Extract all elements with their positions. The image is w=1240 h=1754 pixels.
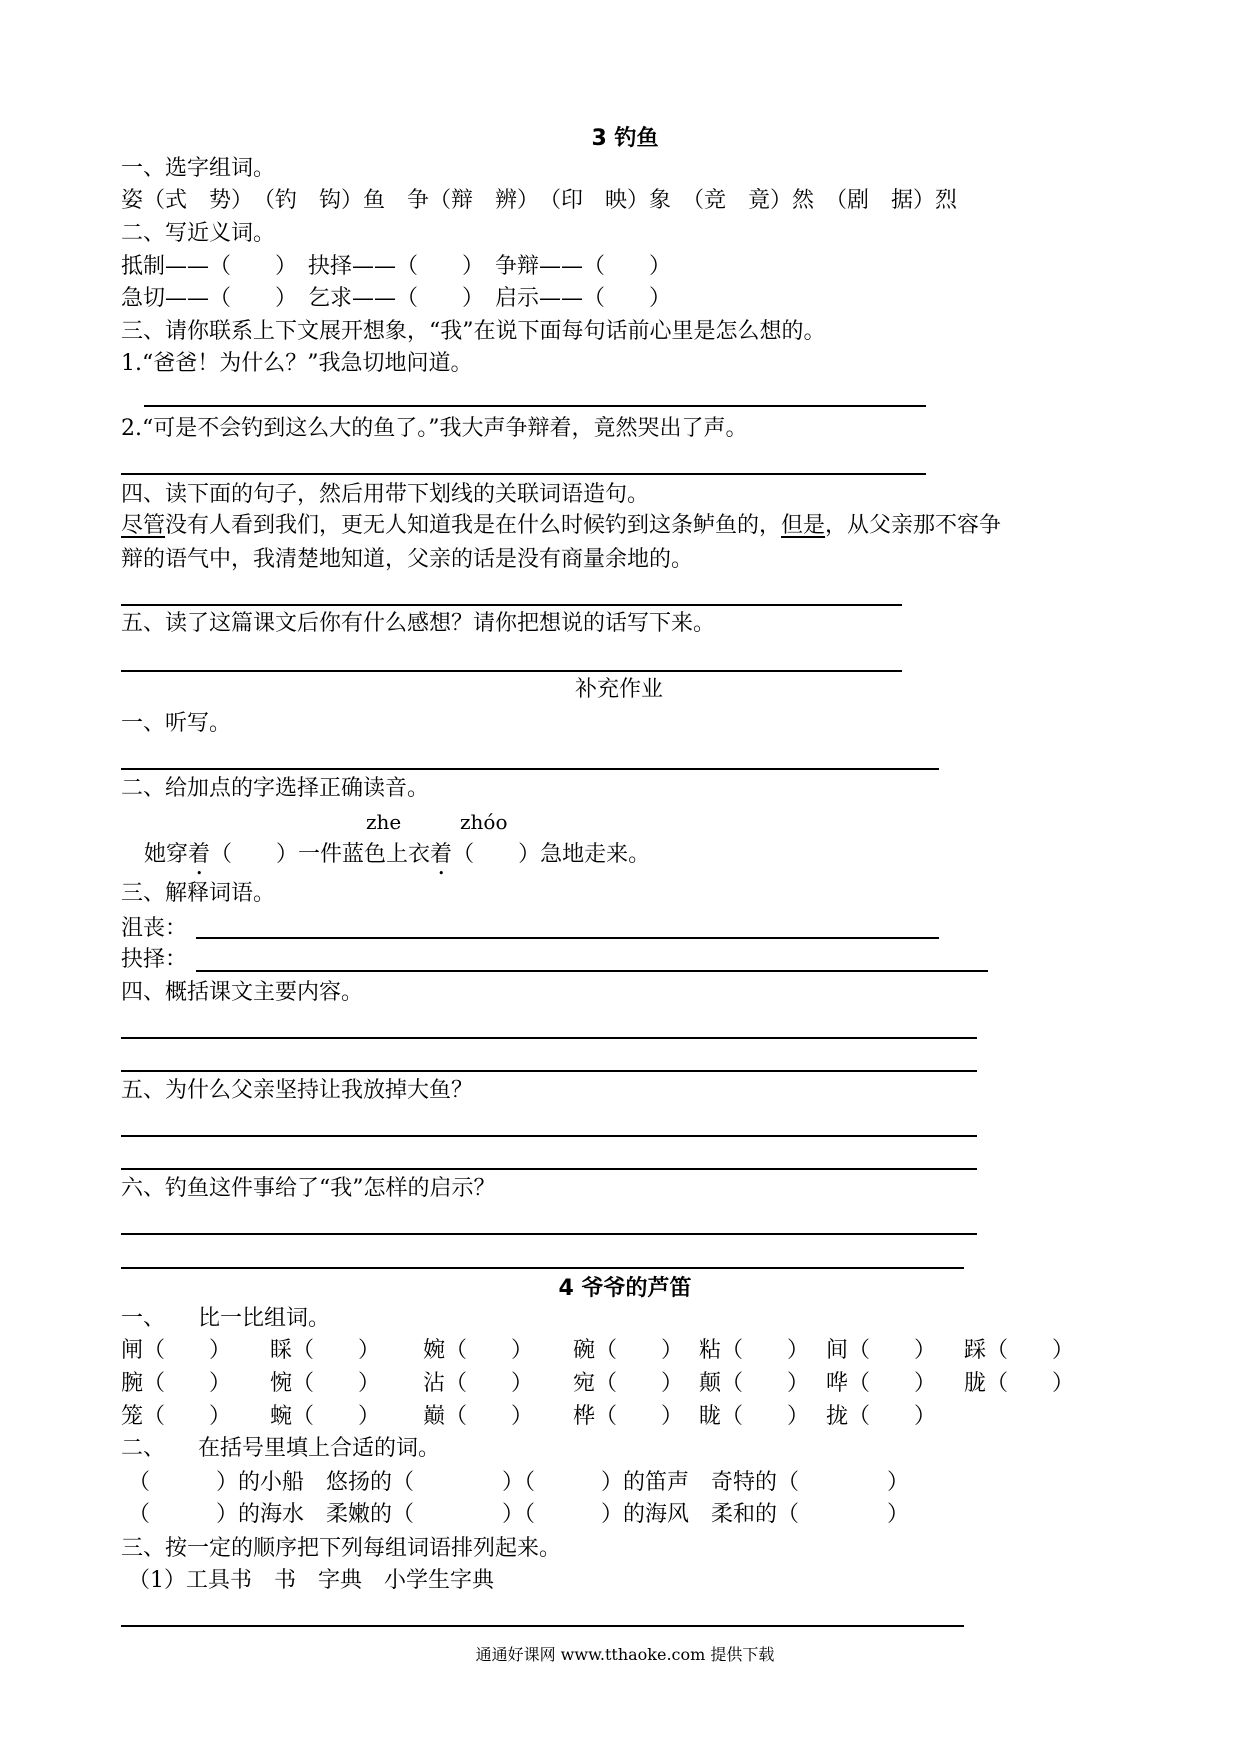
answer-line <box>121 1233 977 1235</box>
compare-word-cell: 笼（ ） <box>121 1404 232 1429</box>
l4-s2-row1: （ ）的小船 悠扬的（ ）（ ）的笛声 奇特的（ ） <box>128 1470 910 1495</box>
l3-s3-q2: 2.“可是不会钓到这么大的鱼了。”我大声争辩着，竟然哭出了声。 <box>121 416 748 441</box>
answer-line <box>144 405 926 407</box>
underlined-conjunction: 但是 <box>781 513 826 538</box>
l3-s2-row1: 抵制——（ ） 抉择——（ ） 争辩——（ ） <box>121 254 672 279</box>
compare-word-cell: 婉（ ） <box>423 1338 534 1363</box>
compare-word-cell: 宛（ ） <box>573 1371 684 1396</box>
compare-word-cell: 胧（ ） <box>964 1371 1075 1396</box>
compare-word-cell: 间（ ） <box>826 1338 937 1363</box>
sup-q5: 五、为什么父亲坚持让我放掉大鱼？ <box>121 1078 474 1103</box>
l3-s2-heading: 二、写近义词。 <box>121 221 276 246</box>
compare-word-cell: 巅（ ） <box>423 1404 534 1429</box>
l4-s3-item1: （1）工具书 书 字典 小学生字典 <box>128 1568 494 1593</box>
compare-word-cell: 颠（ ） <box>699 1371 810 1396</box>
underlined-conjunction: 尽管 <box>121 513 166 538</box>
compare-word-cell: 踩（ ） <box>964 1338 1075 1363</box>
sentence-text: （ ）急地走来。 <box>452 842 651 867</box>
answer-line <box>121 1267 964 1269</box>
compare-word-cell: 睬（ ） <box>270 1338 381 1363</box>
dotted-char: 着 <box>188 842 211 867</box>
sup-q3: 三、解释词语。 <box>121 881 276 906</box>
answer-line <box>196 937 939 939</box>
l4-s2-row2: （ ）的海水 柔嫩的（ ）（ ）的海风 柔和的（ ） <box>128 1502 910 1527</box>
lesson3-title: 3 钓鱼 <box>591 126 659 151</box>
answer-line <box>121 604 902 606</box>
compare-word-cell: 腕（ ） <box>121 1371 232 1396</box>
sentence-text: ，从父亲那不容争 <box>825 513 1002 538</box>
l3-s1-heading: 一、选字组词。 <box>121 156 276 181</box>
l4-s1-heading: 一、 比一比组词。 <box>121 1306 331 1331</box>
answer-line <box>121 768 939 770</box>
compare-word-cell: 沾（ ） <box>423 1371 534 1396</box>
sentence-text: （ ）一件蓝色上衣 <box>210 842 431 867</box>
sentence-text: 她穿 <box>144 842 189 867</box>
answer-line <box>196 970 988 972</box>
l3-s4-sentence <box>121 512 1001 540</box>
pinyin-zhe: zhe <box>366 810 402 834</box>
sup-q6: 六、钓鱼这件事给了“我”怎样的启示？ <box>121 1176 496 1201</box>
answer-line <box>121 473 926 475</box>
compare-word-cell: 蜿（ ） <box>270 1404 381 1429</box>
sup-q3-word1: 沮丧： <box>121 916 188 941</box>
lesson4-title: 4 爷爷的芦笛 <box>558 1276 692 1301</box>
l4-s3-heading: 三、按一定的顺序把下列每组词语排列起来。 <box>121 1536 562 1561</box>
sup-q3-word2: 抉择： <box>121 947 188 972</box>
answer-line <box>121 1070 977 1072</box>
answer-line <box>121 1135 977 1137</box>
compare-word-cell: 闸（ ） <box>121 1338 232 1363</box>
l3-s2-row2: 急切——（ ） 乞求——（ ） 启示——（ ） <box>121 286 672 311</box>
l4-s2-heading: 二、 在括号里填上合适的词。 <box>121 1436 441 1461</box>
sentence-text: 没有人看到我们，更无人知道我是在什么时候钓到这条鲈鱼的， <box>165 513 782 538</box>
sup-q2: 二、给加点的字选择正确读音。 <box>121 776 430 801</box>
compare-word-cell: 眬（ ） <box>699 1404 810 1429</box>
compare-word-cell: 桦（ ） <box>573 1404 684 1429</box>
sup-q4: 四、概括课文主要内容。 <box>121 980 364 1005</box>
l3-s3-q1: 1.“爸爸！为什么？”我急切地问道。 <box>121 351 473 376</box>
answer-line <box>121 1037 977 1039</box>
pinyin-zhoo: zhóo <box>460 810 508 834</box>
dotted-char: 着 <box>430 842 453 867</box>
compare-word-cell: 哗（ ） <box>826 1371 937 1396</box>
supplement-title: 补充作业 <box>575 677 664 702</box>
l3-s4-heading: 四、读下面的句子，然后用带下划线的关联词语造句。 <box>121 482 650 507</box>
footer-credit: 通通好课网 www.tthaoke.com 提供下载 <box>475 1645 775 1664</box>
l3-s4-sentence-cont: 辩的语气中，我清楚地知道，父亲的话是没有商量余地的。 <box>121 547 694 572</box>
answer-line <box>121 1168 977 1170</box>
compare-word-cell: 惋（ ） <box>270 1371 381 1396</box>
sup-q1: 一、听写。 <box>121 711 232 736</box>
l3-s1-choices: 姿（式 势） （钓 钩）鱼 争（辩 辨） （印 映）象 （竞 竟）然 （剧 据）烈 <box>121 188 958 213</box>
answer-line <box>121 1625 964 1627</box>
l3-s3-heading: 三、请你联系上下文展开想象，“我”在说下面每句话前心里是怎么想的。 <box>121 319 826 344</box>
compare-word-cell: 拢（ ） <box>826 1404 937 1429</box>
answer-line <box>121 670 902 672</box>
compare-word-cell: 碗（ ） <box>573 1338 684 1363</box>
sup-q2-sentence <box>144 841 650 880</box>
compare-word-cell: 粘（ ） <box>699 1338 810 1363</box>
l3-s5-heading: 五、读了这篇课文后你有什么感想？请你把想说的话写下来。 <box>121 611 716 636</box>
